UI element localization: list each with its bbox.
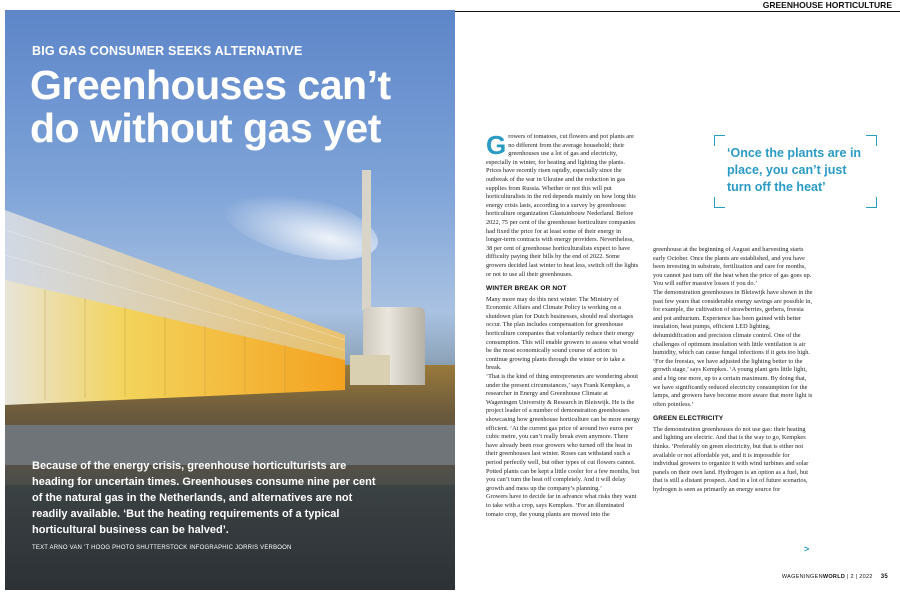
continue-arrow-icon: > bbox=[804, 544, 810, 554]
footer-brand: WAGENINGEN bbox=[781, 574, 823, 580]
kicker: BIG GAS CONSUMER SEEKS ALTERNATIVE bbox=[32, 44, 303, 58]
pull-quote: ‘Once the plants are in place, you can’t just turn off the heat’ bbox=[727, 146, 862, 194]
credits: TEXT ARNO VAN ’T HOOG PHOTO SHUTTERSTOCK INFOGRAPHIC JORRIS VERBOON bbox=[32, 545, 292, 551]
paragraph: greenhouse at the beginning of August and harvesting starts early October. Once the plants are established, and you have been investing in substrate, fertilization and care for months, you cannot just turn off the heat when the price of gas goes up. You will suffer massive losses if you do.’ bbox=[653, 246, 812, 288]
subhead-winter-break: WINTER BREAK OR NOT bbox=[486, 285, 567, 293]
quote-bracket bbox=[866, 197, 877, 208]
section-rule bbox=[455, 11, 900, 12]
paragraph: Growers have to decide far in advance what risks they want to take with a crop, says Kempkes. ‘For an illuminated tomato crop, the young plants are moved into the bbox=[486, 493, 637, 518]
headline: Greenhouses can’t do without gas yet bbox=[30, 62, 391, 151]
intro-paragraph bbox=[486, 130, 640, 279]
lit-greenhouse bbox=[5, 210, 345, 410]
paragraph: ‘That is the kind of thing entrepreneurs are wondering about under the present circumstances,’ says Frank Kempkes, a researcher in Energy and Greenhouse Climate at Wageningen University & Research in Bleiswijk. He is the project leader of a number of demonstration greenhouses showcasing how greenhouse horticulture can be more energy efficient. ‘At the current gas price of around two euros per cubic metre, you can’t really break even anymore. There have already been rose growers who turned off the heat in their greenhouses last winter. Roses can withstand such a period perfectly well, but other types of cut flowers cannot. Potted plants can be kept a little cooler for a few months, but you can’t turn the heat off completely. And it will delay growth and mess up the company’s planning.’ bbox=[486, 373, 640, 492]
article-column-1 bbox=[486, 130, 640, 519]
paragraph: Many more may do this next winter. The Ministry of Economic Affairs and Climate Policy is working on a shutdown plan for Dutch businesses, should real shortages occur. The plan includes compensation for greenhouse horticulture companies that voluntarily reduce their energy consumption. This will enable growers to assess what would be the most economically sound course of action: to continue growing plants through the winter or to take a break. bbox=[486, 295, 639, 372]
footer-brand-bold: WORLD bbox=[822, 574, 846, 580]
shed bbox=[350, 355, 390, 385]
standfirst: Because of the energy crisis, greenhouse horticulturists are heading for uncertain times. Greenhouses consume nine per cent of the natural gas in the Netherlands, and alternatives are not readily available. ‘But the heating requirements of a typical horticultural business can be halved’. bbox=[32, 460, 376, 536]
subhead-green-electricity: GREEN ELECTRICITY bbox=[653, 415, 724, 423]
quote-bracket bbox=[714, 197, 725, 208]
page-number: 35 bbox=[880, 574, 888, 580]
chimney bbox=[362, 170, 371, 310]
paragraph: The demonstration greenhouses in Bleiswijk have shown in the past few years that considerable energy savings are possible in, for example, the cultivation of strawberries, gerbera, freesia and pot anthurium. Experience has been gained with better insulation, heat pumps, efficient LED lighting, dehumidification and precision climate control. One of the challenges of optimum insulation with little ventilation is air humidity, which can cause fungal infections if it gets too high. ‘For the freesias, we have adjusted the lighting better to the growth stage,’ says Kempkes. ‘A young plant gets little light, and a big one more, up to a certain maximum. By doing that, we have significantly reduced electricity consumption for the lamps, and growers have become more aware that more light is often pointless.’ bbox=[653, 288, 813, 408]
paragraph: The demonstration greenhouses do not use gas: their heating and lighting are electric. And that is the way to go, Kempkes thinks. ‘Preferably on green electricity, but that is either not available or not affordable yet, and it is impossible for individual growers to organize it with wind turbines and solar panels on their own land. Hydrogen is an option as a fuel, but that is still a distant prospect. And in a lot of future scenarios, hydrogen is seen as primarily an energy source for bbox=[653, 425, 809, 494]
drop-cap: G bbox=[486, 130, 507, 160]
footer-issue: | 2 | 2022 bbox=[845, 574, 873, 580]
quote-bracket bbox=[714, 135, 725, 146]
page-footer bbox=[782, 574, 888, 580]
article-column-2 bbox=[653, 246, 813, 495]
section-heading: GREENHOUSE HORTICULTURE bbox=[762, 0, 892, 10]
intro-text: rowers of tomatoes, cut flowers and pot plants are no different from the average household; their greenhouses use a lot of gas and electricity, especially in winter, for heating and lighting the plants. Prices have recently risen rapidly, especially since the outbreak of the war in Ukraine and the reduction in gas supplies from Russia. Whether or not this will put horticulturalists in the red depends mainly on how long this energy crisis lasts, according to a survey by greenhouse horticulture organization Glastuinbouw Nederland. Before 2022, 75 per cent of the greenhouse horticulture companies had fixed the price for at least some of their energy in longer-term contracts with energy providers. Nevertheless, 38 per cent of greenhouse horticulturalists expect to have difficulty paying their bills by the end of 2022. Some growers decided last winter to heat less, switch off the lights or not to use all their greenhouses. bbox=[486, 133, 639, 278]
